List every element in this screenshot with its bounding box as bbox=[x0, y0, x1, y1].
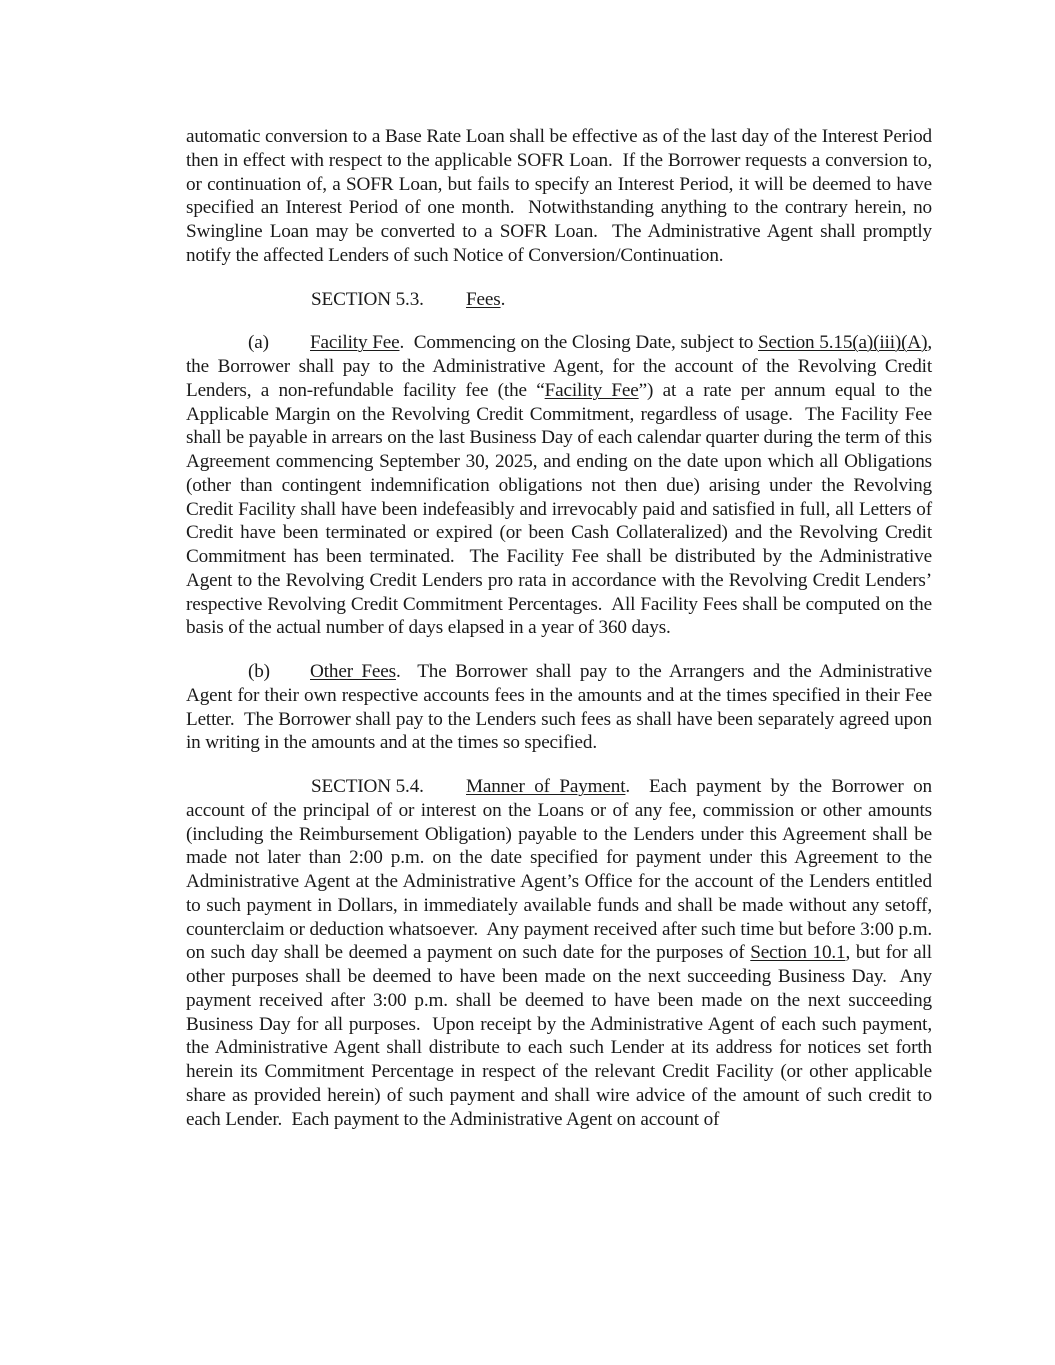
section-number: SECTION 5.3. bbox=[311, 288, 424, 310]
defined-term: Facility Fee bbox=[544, 379, 639, 401]
paragraph-interest-conversion bbox=[186, 125, 937, 268]
section-title: Manner of Payment bbox=[466, 776, 626, 797]
paragraph-other-fees bbox=[186, 660, 937, 755]
spacer bbox=[186, 755, 932, 775]
clause-label: (b) bbox=[248, 661, 270, 682]
clause-heading-period: . bbox=[399, 332, 405, 354]
paragraph-text: , but for all other purposes shall be deemed to have been made on the next succeeding Business Day. Any payment received after 3:00 p.m. shall be deemed to have been made on the next succeeding Business Day for all purposes. Upon receipt by the Administrative Agent of each such payment, the Administrative Agent shall distribute to each such Lender at its address for notices set forth herein its Commitment Percentage in respect of the relevant Credit Facility (or other applicable share as provided herein) of such payment and shall wire advice of the amount of such credit to each Lender. Each payment to the Administrative Agent on account of bbox=[186, 942, 937, 1130]
paragraph-text: Each payment by the Borrower on account of the principal of or interest on the Loans or of any fee, commission or other amounts (including the Reimbursement Obligation) payable to the Lenders under this Agreement shall be made not later than 2:00 p.m. on the date specified for payment under this Agreement to the Administrative Agent at the Administrative Agent’s Office for the account of the Lenders entitled to such payment in Dollars, in immediately available funds and shall be made without any setoff, counterclaim or deduction whatsoever. Any payment received after such time but before 3:00 p.m. on such day shall be deemed a payment on such date for the purposes of bbox=[186, 776, 937, 964]
section-5-4-paragraph bbox=[186, 775, 937, 1131]
spacer bbox=[186, 640, 932, 660]
section-reference-link[interactable]: Section 5.15(a)(iii)(A) bbox=[758, 332, 928, 354]
section-5-3-heading bbox=[186, 288, 932, 312]
paragraph-facility-fee bbox=[186, 331, 937, 640]
spacer bbox=[186, 311, 932, 331]
paragraph-text: automatic conversion to a Base Rate Loan shall be effective as of the last day of the Interest Period then in effect with respect to the applicable SOFR Loan. If the Borrower requests a conversion to, or continuation of, a SOFR Loan, but fails to specify an Interest Period, it will be deemed to have specified an Interest Period of one month. Notwithstanding anything to the contrary herein, no Swingline Loan may be converted to a SOFR Loan. The Administrative Agent shall promptly notify the affected Lenders of such Notice of Conversion/Continuation. bbox=[186, 126, 937, 266]
section-reference-link[interactable]: Section 10.1 bbox=[750, 942, 846, 964]
clause-label: (a) bbox=[248, 332, 269, 354]
paragraph-text: , the Borrower shall pay to the Administrative Agent, for the account of the Revolving Credit Lenders, a non-refundable facility fee (the “ bbox=[186, 332, 937, 401]
clause-heading-period: . bbox=[395, 661, 401, 682]
paragraph-text: ”) at a rate per annum equal to the Applicable Margin on the Revolving Credit Commitment, regardless of usage. The Facility Fee shall be payable in arrears on the last Business Day of each calendar quarter during the term of this Agreement commencing September 30, 2025, and ending on the date upon which all Obligations (other than contingent indemnification obligations not then due) arising under the Revolving Credit Facility shall have been indefeasibly and irrevocably paid and satisfied in full, all Letters of Credit have been terminated or expired (or been Cash Collateralized) and the Revolving Credit Commitment has been terminated. The Facility Fee shall be distributed by the Administrative Agent to the Revolving Credit Lenders pro rata in accordance with the Revolving Credit Lenders’ respective Revolving Credit Commitment Percentages. All Facility Fees shall be computed on the basis of the actual number of days elapsed in a year of 360 days. bbox=[186, 379, 937, 639]
clause-heading: Facility Fee bbox=[310, 332, 400, 354]
paragraph-text: The Borrower shall pay to the Arrangers and the Administrative Agent for their own respective accounts fees in the amounts and at the times specified in their Fee Letter. The Borrower shall pay to the Lenders such fees as shall have been separately agreed upon in writing in the amounts and at the times so specified. bbox=[186, 661, 937, 754]
section-title-period: . bbox=[500, 288, 506, 310]
spacer bbox=[186, 268, 932, 288]
section-title-period: . bbox=[625, 776, 631, 797]
clause-heading: Other Fees bbox=[310, 661, 396, 682]
paragraph-text: Commencing on the Closing Date, subject to bbox=[404, 332, 758, 354]
section-number: SECTION 5.4. bbox=[311, 776, 424, 797]
section-title: Fees bbox=[466, 288, 501, 310]
document-page bbox=[186, 125, 937, 1131]
